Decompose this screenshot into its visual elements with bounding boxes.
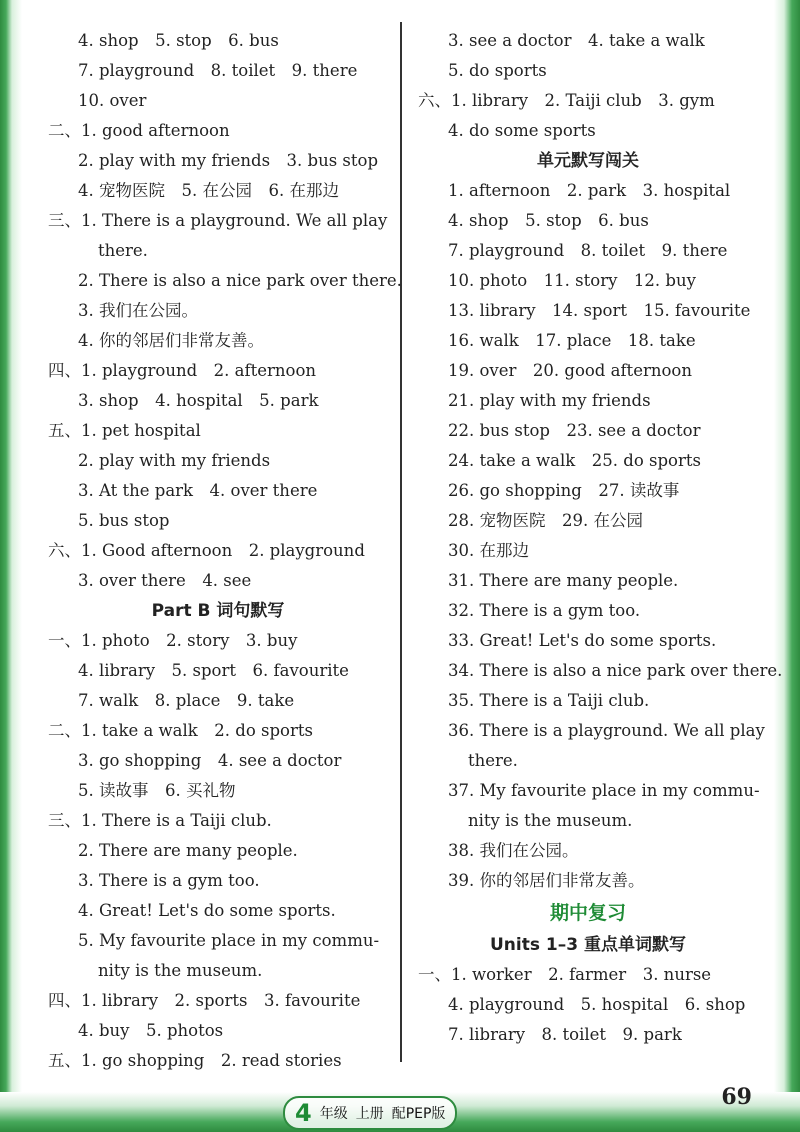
page-edge-right [774,0,800,1132]
answer-line: 24. take a walk 25. do sports [448,451,701,470]
answer-line: 2. play with my friends 3. bus stop [78,151,379,170]
answer-line: 三、1. There is a Taiji club. [48,811,272,830]
answer-line: 六、1. library 2. Taiji club 3. gym [418,91,715,110]
answer-line: 4. shop 5. stop 6. bus [78,31,279,50]
answer-line: 32. There is a gym too. [448,601,641,620]
answer-line: 2. play with my friends [78,451,271,470]
column-divider [400,22,402,1062]
answer-line: nity is the museum. [98,961,263,980]
answer-line: nity is the museum. [468,811,633,830]
answer-line: 4. playground 5. hospital 6. shop [448,995,746,1014]
answer-line: 4. 你的邻居们非常友善。 [78,331,264,350]
right-column [418,26,783,1050]
footer-edition: 配PEP版 [391,1106,446,1122]
section-heading: Units 1–3 重点单词默写 [490,935,686,955]
answer-line: 2. There is also a nice park over there. [78,271,402,290]
answer-line: 4. 宠物医院 5. 在公园 6. 在那边 [78,181,339,200]
page-number: 69 [721,1084,752,1110]
answer-line: 10. over [78,91,147,110]
answer-line: 3. shop 4. hospital 5. park [78,391,319,410]
answer-line: 36. There is a playground. We all play [448,721,765,740]
answer-line: 3. At the park 4. over there [78,481,318,500]
answer-line: 二、1. take a walk 2. do sports [48,721,313,740]
answer-line: 30. 在那边 [448,541,529,560]
answer-line: 二、1. good afternoon [48,121,230,140]
page-edge-left [0,0,26,1132]
answer-line: 4. buy 5. photos [78,1021,224,1040]
answer-line: 28. 宠物医院 29. 在公园 [448,511,643,530]
answer-line: 10. photo 11. story 12. buy [448,271,696,290]
answer-line: 13. library 14. sport 15. favourite [448,301,751,320]
answer-line: 33. Great! Let's do some sports. [448,631,717,650]
answer-line: 4. shop 5. stop 6. bus [448,211,649,230]
answer-line: 16. walk 17. place 18. take [448,331,696,350]
answer-line: 四、1. playground 2. afternoon [48,361,317,380]
answer-line: 34. There is also a nice park over there. [448,661,783,680]
answer-line: 一、1. worker 2. farmer 3. nurse [418,965,712,984]
answer-line: 4. Great! Let's do some sports. [78,901,336,920]
answer-line: 7. playground 8. toilet 9. there [448,241,728,260]
section-heading: Part B 词句默写 [151,601,285,621]
answer-line: 5. 读故事 6. 买礼物 [78,781,236,800]
answer-line: 3. see a doctor 4. take a walk [448,31,705,50]
answer-line: 5. My favourite place in my commu- [78,931,380,950]
answer-line: 7. playground 8. toilet 9. there [78,61,358,80]
answer-line: 4. library 5. sport 6. favourite [78,661,349,680]
answer-line: 1. afternoon 2. park 3. hospital [448,181,731,200]
answer-line: 3. over there 4. see [78,571,252,590]
answer-line: 2. There are many people. [78,841,298,860]
answer-line: 五、1. go shopping 2. read stories [48,1051,342,1070]
answer-line: 一、1. photo 2. story 3. buy [48,631,298,650]
answer-line: 7. walk 8. place 9. take [78,691,295,710]
answer-line: 35. There is a Taiji club. [448,691,650,710]
footer-grade-number: 4 [295,1099,312,1127]
answer-line: 三、1. There is a playground. We all play [48,211,388,230]
answer-line: 3. There is a gym too. [78,871,260,890]
answer-line: 21. play with my friends [448,391,651,410]
answer-line: 37. My favourite place in my commu- [448,781,760,800]
answer-line: 38. 我们在公园。 [448,841,579,860]
answer-line: 五、1. pet hospital [48,421,201,440]
section-heading: 单元默写闯关 [537,151,639,171]
footer-label [283,1096,457,1130]
answer-line: 3. go shopping 4. see a doctor [78,751,342,770]
answer-line: 5. do sports [448,61,547,80]
answer-line: 5. bus stop [78,511,170,530]
left-column [48,26,402,1076]
answer-line: there. [468,751,518,770]
footer-grade: 年级 [319,1106,348,1122]
answer-line: 3. 我们在公园。 [78,301,198,320]
answer-line: 19. over 20. good afternoon [448,361,692,380]
answer-line: 六、1. Good afternoon 2. playground [48,541,365,560]
answer-line: 26. go shopping 27. 读故事 [448,481,680,500]
footer-term: 上册 [355,1106,384,1122]
answer-line: 四、1. library 2. sports 3. favourite [48,991,361,1010]
answer-line: 39. 你的邻居们非常友善。 [448,871,645,890]
answer-line: 22. bus stop 23. see a doctor [448,421,701,440]
section-heading: 期中复习 [549,902,626,924]
answer-line: 31. There are many people. [448,571,679,590]
answer-line: 7. library 8. toilet 9. park [448,1025,682,1044]
answer-line: 4. do some sports [448,121,596,140]
answer-line: there. [98,241,148,260]
